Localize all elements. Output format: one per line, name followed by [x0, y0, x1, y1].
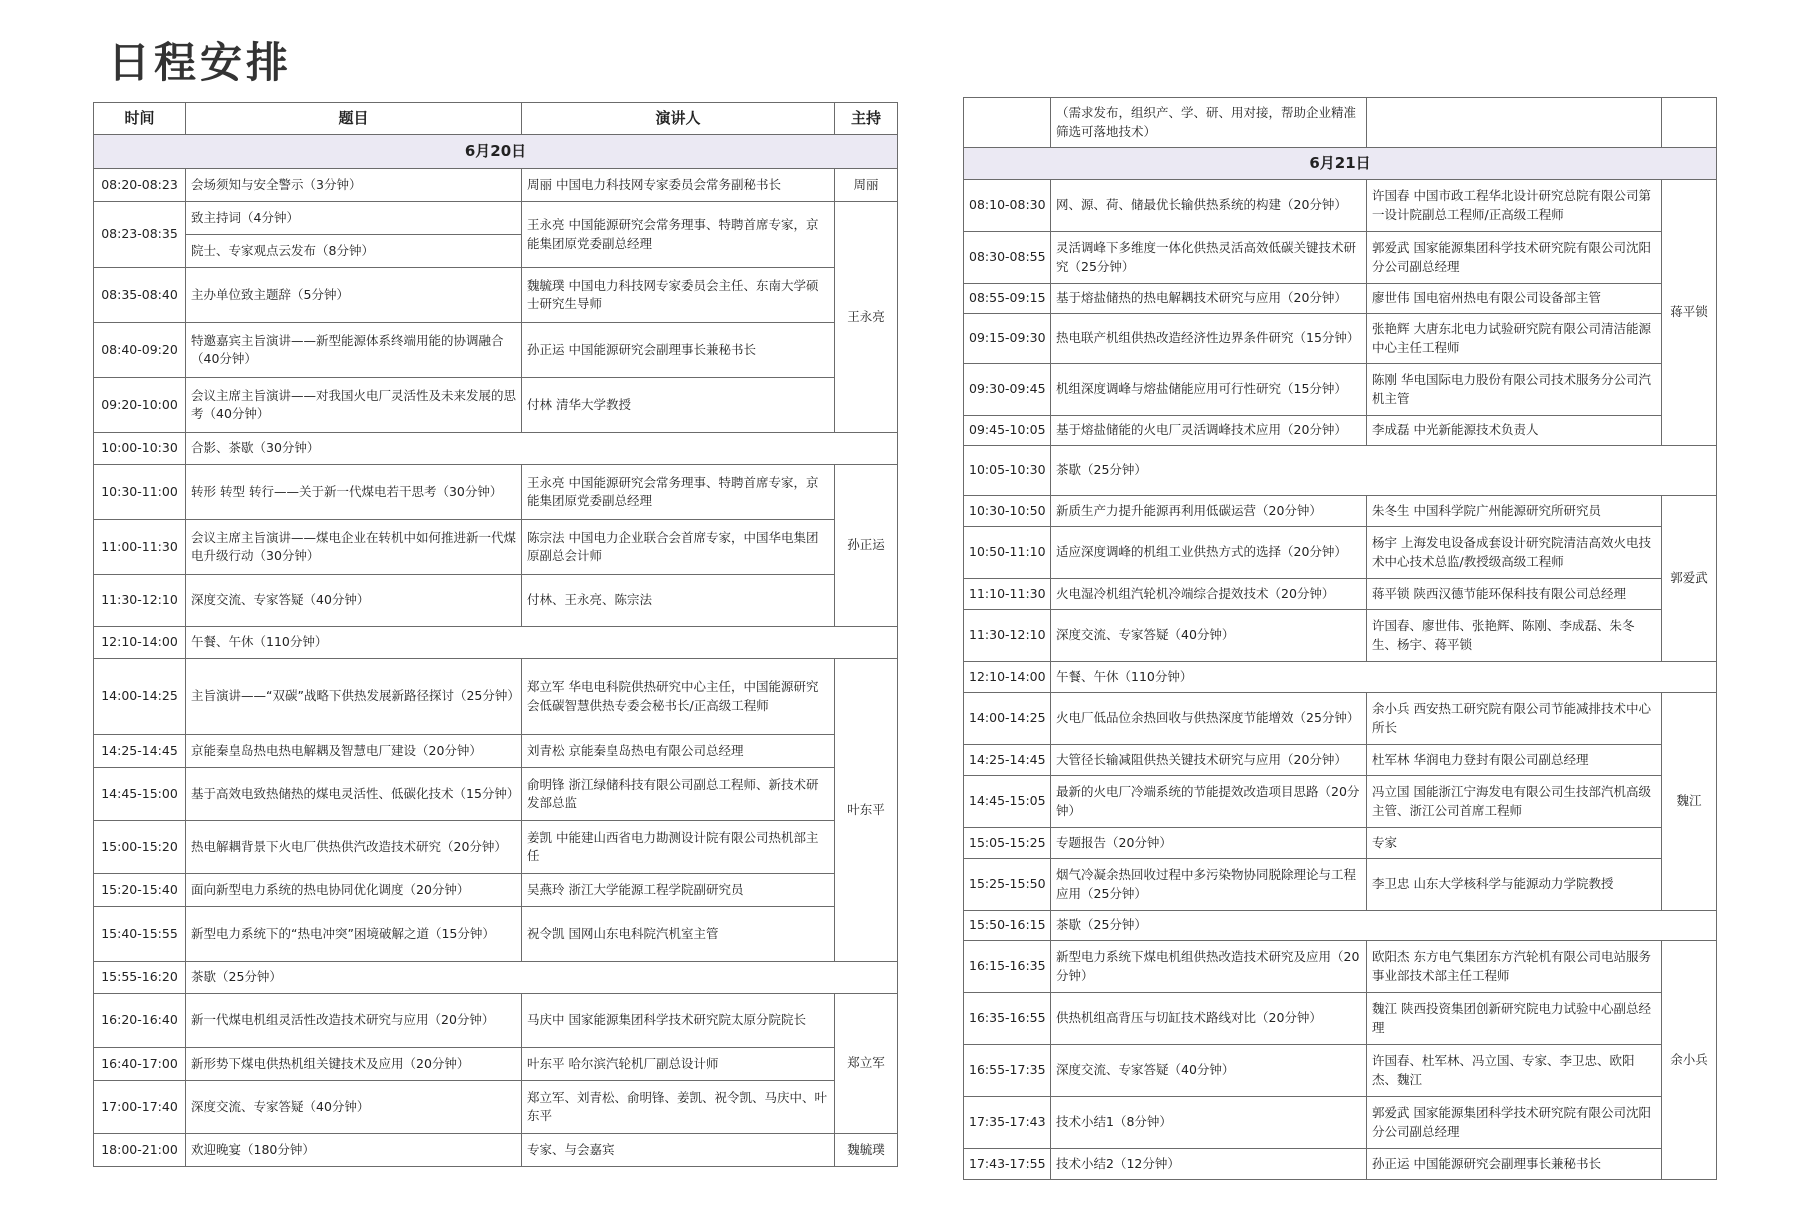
topic-cell: 新型电力系统下煤电机组供热改造技术研究及应用（20分钟）	[1051, 941, 1367, 993]
speaker-cell: 欧阳杰 东方电气集团东方汽轮机有限公司电站服务事业部技术部主任工程师	[1367, 941, 1662, 993]
topic-cell: 主办单位致主题辞（5分钟）	[186, 268, 522, 323]
speaker-cell: 冯立国 国能浙江宁海发电有限公司生技部汽机高级主管、浙江公司首席工程师	[1367, 776, 1662, 828]
table-row	[964, 416, 1717, 446]
time-cell: 17:43-17:55	[964, 1149, 1051, 1180]
time-cell: 11:30-12:10	[964, 610, 1051, 662]
topic-cell: 基于熔盐储能的火电厂灵活调峰技术应用（20分钟）	[1051, 416, 1367, 446]
speaker-cell: 郭爱武 国家能源集团科学技术研究院有限公司沈阳分公司副总经理	[1367, 232, 1662, 284]
time-cell: 14:45-15:00	[94, 768, 186, 821]
topic-cell: 致主持词（4分钟）	[186, 202, 522, 235]
time-cell: 14:00-14:25	[94, 659, 186, 735]
speaker-cell: 蒋平锁 陕西汉德节能环保科技有限公司总经理	[1367, 579, 1662, 610]
host-cell: 郑立军	[835, 994, 898, 1134]
time-cell: 12:10-14:00	[964, 662, 1051, 693]
table-row	[964, 1097, 1717, 1149]
topic-cell: 新一代煤电机组灵活性改造技术研究与应用（20分钟）	[186, 994, 522, 1048]
time-cell: 16:55-17:35	[964, 1045, 1051, 1097]
speaker-cell: 魏江 陕西投资集团创新研究院电力试验中心副总经理	[1367, 993, 1662, 1045]
table-row	[94, 323, 898, 378]
time-cell: 08:35-08:40	[94, 268, 186, 323]
speaker-cell: 付林 清华大学教授	[522, 378, 835, 433]
time-cell: 09:20-10:00	[94, 378, 186, 433]
table-row	[94, 1081, 898, 1134]
table-row	[94, 962, 898, 994]
topic-cell: 灵活调峰下多维度一体化供热灵活高效低碳关键技术研究（25分钟）	[1051, 232, 1367, 284]
table-row	[964, 859, 1717, 911]
speaker-cell: 李卫忠 山东大学核科学与能源动力学院教授	[1367, 859, 1662, 911]
topic-cell: 烟气冷凝余热回收过程中多污染物协同脱除理论与工程应用（25分钟）	[1051, 859, 1367, 911]
header-speaker: 演讲人	[522, 103, 835, 135]
time-cell: 11:10-11:30	[964, 579, 1051, 610]
topic-cell: 深度交流、专家答疑（40分钟）	[1051, 610, 1367, 662]
table-row	[964, 446, 1717, 496]
time-cell: 08:10-08:30	[964, 180, 1051, 232]
table-row	[964, 662, 1717, 693]
speaker-cell: 周丽 中国电力科技网专家委员会常务副秘书长	[522, 169, 835, 202]
table-row	[964, 693, 1717, 745]
table-row	[94, 520, 898, 575]
table-row	[94, 575, 898, 627]
speaker-cell: 朱冬生 中国科学院广州能源研究所研究员	[1367, 496, 1662, 527]
table-row	[94, 821, 898, 874]
time-cell: 08:55-09:15	[964, 284, 1051, 314]
speaker-cell: 刘青松 京能秦皇岛热电有限公司总经理	[522, 735, 835, 768]
day-label: 6月21日	[964, 148, 1717, 180]
time-cell: 11:00-11:30	[94, 520, 186, 575]
table-row	[94, 202, 898, 235]
table-row	[964, 745, 1717, 776]
topic-cell: 茶歇（25分钟）	[1051, 911, 1717, 941]
table-row	[964, 98, 1717, 148]
topic-cell: 网、源、荷、储最优长输供热系统的构建（20分钟）	[1051, 180, 1367, 232]
topic-cell: 茶歇（25分钟）	[186, 962, 898, 994]
time-cell: 11:30-12:10	[94, 575, 186, 627]
speaker-cell: 杜军林 华润电力登封有限公司副总经理	[1367, 745, 1662, 776]
host-cell: 孙正运	[835, 465, 898, 627]
speaker-cell: 付林、王永亮、陈宗法	[522, 575, 835, 627]
time-cell: 10:05-10:30	[964, 446, 1051, 496]
table-row	[964, 911, 1717, 941]
time-cell: 16:40-17:00	[94, 1048, 186, 1081]
table-row	[94, 994, 898, 1048]
speaker-cell: 祝令凯 国网山东电科院汽机室主管	[522, 907, 835, 962]
topic-cell: 京能秦皇岛热电热电解耦及智慧电厂建设（20分钟）	[186, 735, 522, 768]
speaker-cell: 廖世伟 国电宿州热电有限公司设备部主管	[1367, 284, 1662, 314]
topic-cell: （需求发布，组织产、学、研、用对接，帮助企业精准筛选可落地技术）	[1051, 98, 1367, 148]
table-row	[964, 828, 1717, 859]
table-row	[964, 496, 1717, 527]
host-cell	[1662, 98, 1717, 148]
time-cell: 10:30-11:00	[94, 465, 186, 520]
table-row	[964, 180, 1717, 232]
speaker-cell: 许国春、杜军林、冯立国、专家、李卫忠、欧阳杰、魏江	[1367, 1045, 1662, 1097]
speaker-cell: 陈宗法 中国电力企业联合会首席专家，中国华电集团原副总会计师	[522, 520, 835, 575]
topic-cell: 院士、专家观点云发布（8分钟）	[186, 235, 522, 268]
table-row	[964, 776, 1717, 828]
topic-cell: 机组深度调峰与熔盐储能应用可行性研究（15分钟）	[1051, 364, 1367, 416]
header-topic: 题目	[186, 103, 522, 135]
host-cell: 王永亮	[835, 202, 898, 433]
time-cell: 15:25-15:50	[964, 859, 1051, 911]
table-row	[94, 768, 898, 821]
time-cell: 09:15-09:30	[964, 314, 1051, 364]
topic-cell: 技术小结1（8分钟）	[1051, 1097, 1367, 1149]
table-row	[94, 1048, 898, 1081]
topic-cell: 午餐、午休（110分钟）	[186, 627, 898, 659]
topic-cell: 深度交流、专家答疑（40分钟）	[186, 1081, 522, 1134]
speaker-cell: 王永亮 中国能源研究会常务理事、特聘首席专家，京能集团原党委副总经理	[522, 465, 835, 520]
topic-cell: 会场须知与安全警示（3分钟）	[186, 169, 522, 202]
topic-cell: 火电湿冷机组汽轮机冷端综合提效技术（20分钟）	[1051, 579, 1367, 610]
topic-cell: 基于高效电致热储热的煤电灵活性、低碳化技术（15分钟）	[186, 768, 522, 821]
time-cell: 15:55-16:20	[94, 962, 186, 994]
table-row	[94, 169, 898, 202]
host-cell: 叶东平	[835, 659, 898, 962]
time-cell: 08:20-08:23	[94, 169, 186, 202]
topic-cell: 新质生产力提升能源再利用低碳运营（20分钟）	[1051, 496, 1367, 527]
topic-cell: 供热机组高背压与切缸技术路线对比（20分钟）	[1051, 993, 1367, 1045]
table-row	[94, 907, 898, 962]
table-row	[94, 268, 898, 323]
time-cell	[964, 98, 1051, 148]
day-row	[94, 135, 898, 169]
topic-cell: 新型电力系统下的“热电冲突”困境破解之道（15分钟）	[186, 907, 522, 962]
host-cell: 郭爱武	[1662, 496, 1717, 662]
time-cell: 16:20-16:40	[94, 994, 186, 1048]
topic-cell: 茶歇（25分钟）	[1051, 446, 1717, 496]
speaker-cell: 杨宇 上海发电设备成套设计研究院清洁高效火电技术中心技术总监/教授级高级工程师	[1367, 527, 1662, 579]
table-row	[94, 465, 898, 520]
time-cell: 09:30-09:45	[964, 364, 1051, 416]
time-cell: 09:45-10:05	[964, 416, 1051, 446]
table-row	[964, 284, 1717, 314]
topic-cell: 面向新型电力系统的热电协同优化调度（20分钟）	[186, 874, 522, 907]
time-cell: 18:00-21:00	[94, 1134, 186, 1167]
schedule-table-day1	[93, 102, 898, 1167]
time-cell: 14:25-14:45	[964, 745, 1051, 776]
table-row	[94, 874, 898, 907]
speaker-cell: 专家	[1367, 828, 1662, 859]
speaker-cell: 陈刚 华电国际电力股份有限公司技术服务分公司汽机主管	[1367, 364, 1662, 416]
page-title: 日程安排	[108, 38, 293, 87]
topic-cell: 大管径长输减阻供热关键技术研究与应用（20分钟）	[1051, 745, 1367, 776]
table-row	[964, 527, 1717, 579]
topic-cell: 深度交流、专家答疑（40分钟）	[1051, 1045, 1367, 1097]
time-cell: 15:40-15:55	[94, 907, 186, 962]
topic-cell: 最新的火电厂冷端系统的节能提效改造项目思路（20分钟）	[1051, 776, 1367, 828]
topic-cell: 合影、茶歇（30分钟）	[186, 433, 898, 465]
speaker-cell: 魏毓璞 中国电力科技网专家委员会主任、东南大学硕士研究生导师	[522, 268, 835, 323]
speaker-cell: 郭爱武 国家能源集团科学技术研究院有限公司沈阳分公司副总经理	[1367, 1097, 1662, 1149]
table-row	[964, 1149, 1717, 1180]
time-cell: 15:50-16:15	[964, 911, 1051, 941]
header-host: 主持	[835, 103, 898, 135]
time-cell: 15:20-15:40	[94, 874, 186, 907]
time-cell: 08:23-08:35	[94, 202, 186, 268]
host-cell: 周丽	[835, 169, 898, 202]
topic-cell: 火电厂低品位余热回收与供热深度节能增效（25分钟）	[1051, 693, 1367, 745]
topic-cell: 会议主席主旨演讲——对我国火电厂灵活性及未来发展的思考（40分钟）	[186, 378, 522, 433]
time-cell: 14:45-15:05	[964, 776, 1051, 828]
topic-cell: 基于熔盐储热的热电解耦技术研究与应用（20分钟）	[1051, 284, 1367, 314]
topic-cell: 热电解耦背景下火电厂供热供汽改造技术研究（20分钟）	[186, 821, 522, 874]
speaker-cell: 郑立军、刘青松、俞明锋、姜凯、祝令凯、马庆中、叶东平	[522, 1081, 835, 1134]
time-cell: 10:30-10:50	[964, 496, 1051, 527]
topic-cell: 专题报告（20分钟）	[1051, 828, 1367, 859]
schedule-table-day2	[963, 97, 1717, 1180]
table-row	[94, 735, 898, 768]
time-cell: 10:00-10:30	[94, 433, 186, 465]
host-cell: 魏毓璞	[835, 1134, 898, 1167]
speaker-cell: 孙正运 中国能源研究会副理事长兼秘书长	[1367, 1149, 1662, 1180]
table-header	[94, 103, 898, 135]
time-cell: 16:35-16:55	[964, 993, 1051, 1045]
table-row	[964, 1045, 1717, 1097]
topic-cell: 技术小结2（12分钟）	[1051, 1149, 1367, 1180]
topic-cell: 新形势下煤电供热机组关键技术及应用（20分钟）	[186, 1048, 522, 1081]
time-cell: 08:40-09:20	[94, 323, 186, 378]
table-row	[94, 378, 898, 433]
speaker-cell: 吴燕玲 浙江大学能源工程学院副研究员	[522, 874, 835, 907]
speaker-cell: 俞明锋 浙江绿储科技有限公司副总工程师、新技术研发部总监	[522, 768, 835, 821]
table-row	[94, 627, 898, 659]
speaker-cell: 王永亮 中国能源研究会常务理事、特聘首席专家，京能集团原党委副总经理	[522, 202, 835, 268]
table-row	[964, 364, 1717, 416]
speaker-cell: 孙正运 中国能源研究会副理事长兼秘书长	[522, 323, 835, 378]
table-row	[94, 659, 898, 735]
header-time: 时间	[94, 103, 186, 135]
table-row	[964, 610, 1717, 662]
day-label: 6月20日	[94, 135, 898, 169]
speaker-cell: 余小兵 西安热工研究院有限公司节能减排技术中心所长	[1367, 693, 1662, 745]
topic-cell: 适应深度调峰的机组工业供热方式的选择（20分钟）	[1051, 527, 1367, 579]
topic-cell: 转形 转型 转行——关于新一代煤电若干思考（30分钟）	[186, 465, 522, 520]
topic-cell: 欢迎晚宴（180分钟）	[186, 1134, 522, 1167]
speaker-cell: 叶东平 哈尔滨汽轮机厂副总设计师	[522, 1048, 835, 1081]
time-cell: 15:05-15:25	[964, 828, 1051, 859]
topic-cell: 热电联产机组供热改造经济性边界条件研究（15分钟）	[1051, 314, 1367, 364]
time-cell: 16:15-16:35	[964, 941, 1051, 993]
speaker-cell: 李成磊 中光新能源技术负责人	[1367, 416, 1662, 446]
speaker-cell: 许国春 中国市政工程华北设计研究总院有限公司第一设计院副总工程师/正高级工程师	[1367, 180, 1662, 232]
speaker-cell: 专家、与会嘉宾	[522, 1134, 835, 1167]
host-cell: 蒋平锁	[1662, 180, 1717, 446]
day-row	[964, 148, 1717, 180]
topic-cell: 主旨演讲——“双碳”战略下供热发展新路径探讨（25分钟）	[186, 659, 522, 735]
time-cell: 10:50-11:10	[964, 527, 1051, 579]
speaker-cell: 姜凯 中能建山西省电力勘测设计院有限公司热机部主任	[522, 821, 835, 874]
table-row	[94, 433, 898, 465]
table-row	[94, 1134, 898, 1167]
time-cell: 08:30-08:55	[964, 232, 1051, 284]
topic-cell: 深度交流、专家答疑（40分钟）	[186, 575, 522, 627]
time-cell: 14:00-14:25	[964, 693, 1051, 745]
speaker-cell: 郑立军 华电电科院供热研究中心主任，中国能源研究会低碳智慧供热专委会秘书长/正高级工程师	[522, 659, 835, 735]
topic-cell: 午餐、午休（110分钟）	[1051, 662, 1717, 693]
host-cell: 余小兵	[1662, 941, 1717, 1180]
time-cell: 15:00-15:20	[94, 821, 186, 874]
speaker-cell: 许国春、廖世伟、张艳辉、陈刚、李成磊、朱冬生、杨宇、蒋平锁	[1367, 610, 1662, 662]
table-row	[964, 314, 1717, 364]
topic-cell: 特邀嘉宾主旨演讲——新型能源体系终端用能的协调融合（40分钟）	[186, 323, 522, 378]
time-cell: 17:35-17:43	[964, 1097, 1051, 1149]
speaker-cell: 马庆中 国家能源集团科学技术研究院太原分院院长	[522, 994, 835, 1048]
time-cell: 14:25-14:45	[94, 735, 186, 768]
speaker-cell	[1367, 98, 1662, 148]
table-row	[964, 993, 1717, 1045]
time-cell: 12:10-14:00	[94, 627, 186, 659]
table-row	[964, 579, 1717, 610]
host-cell: 魏江	[1662, 693, 1717, 911]
speaker-cell: 张艳辉 大唐东北电力试验研究院有限公司清洁能源中心主任工程师	[1367, 314, 1662, 364]
table-row	[964, 232, 1717, 284]
table-row	[964, 941, 1717, 993]
time-cell: 17:00-17:40	[94, 1081, 186, 1134]
topic-cell: 会议主席主旨演讲——煤电企业在转机中如何推进新一代煤电升级行动（30分钟）	[186, 520, 522, 575]
